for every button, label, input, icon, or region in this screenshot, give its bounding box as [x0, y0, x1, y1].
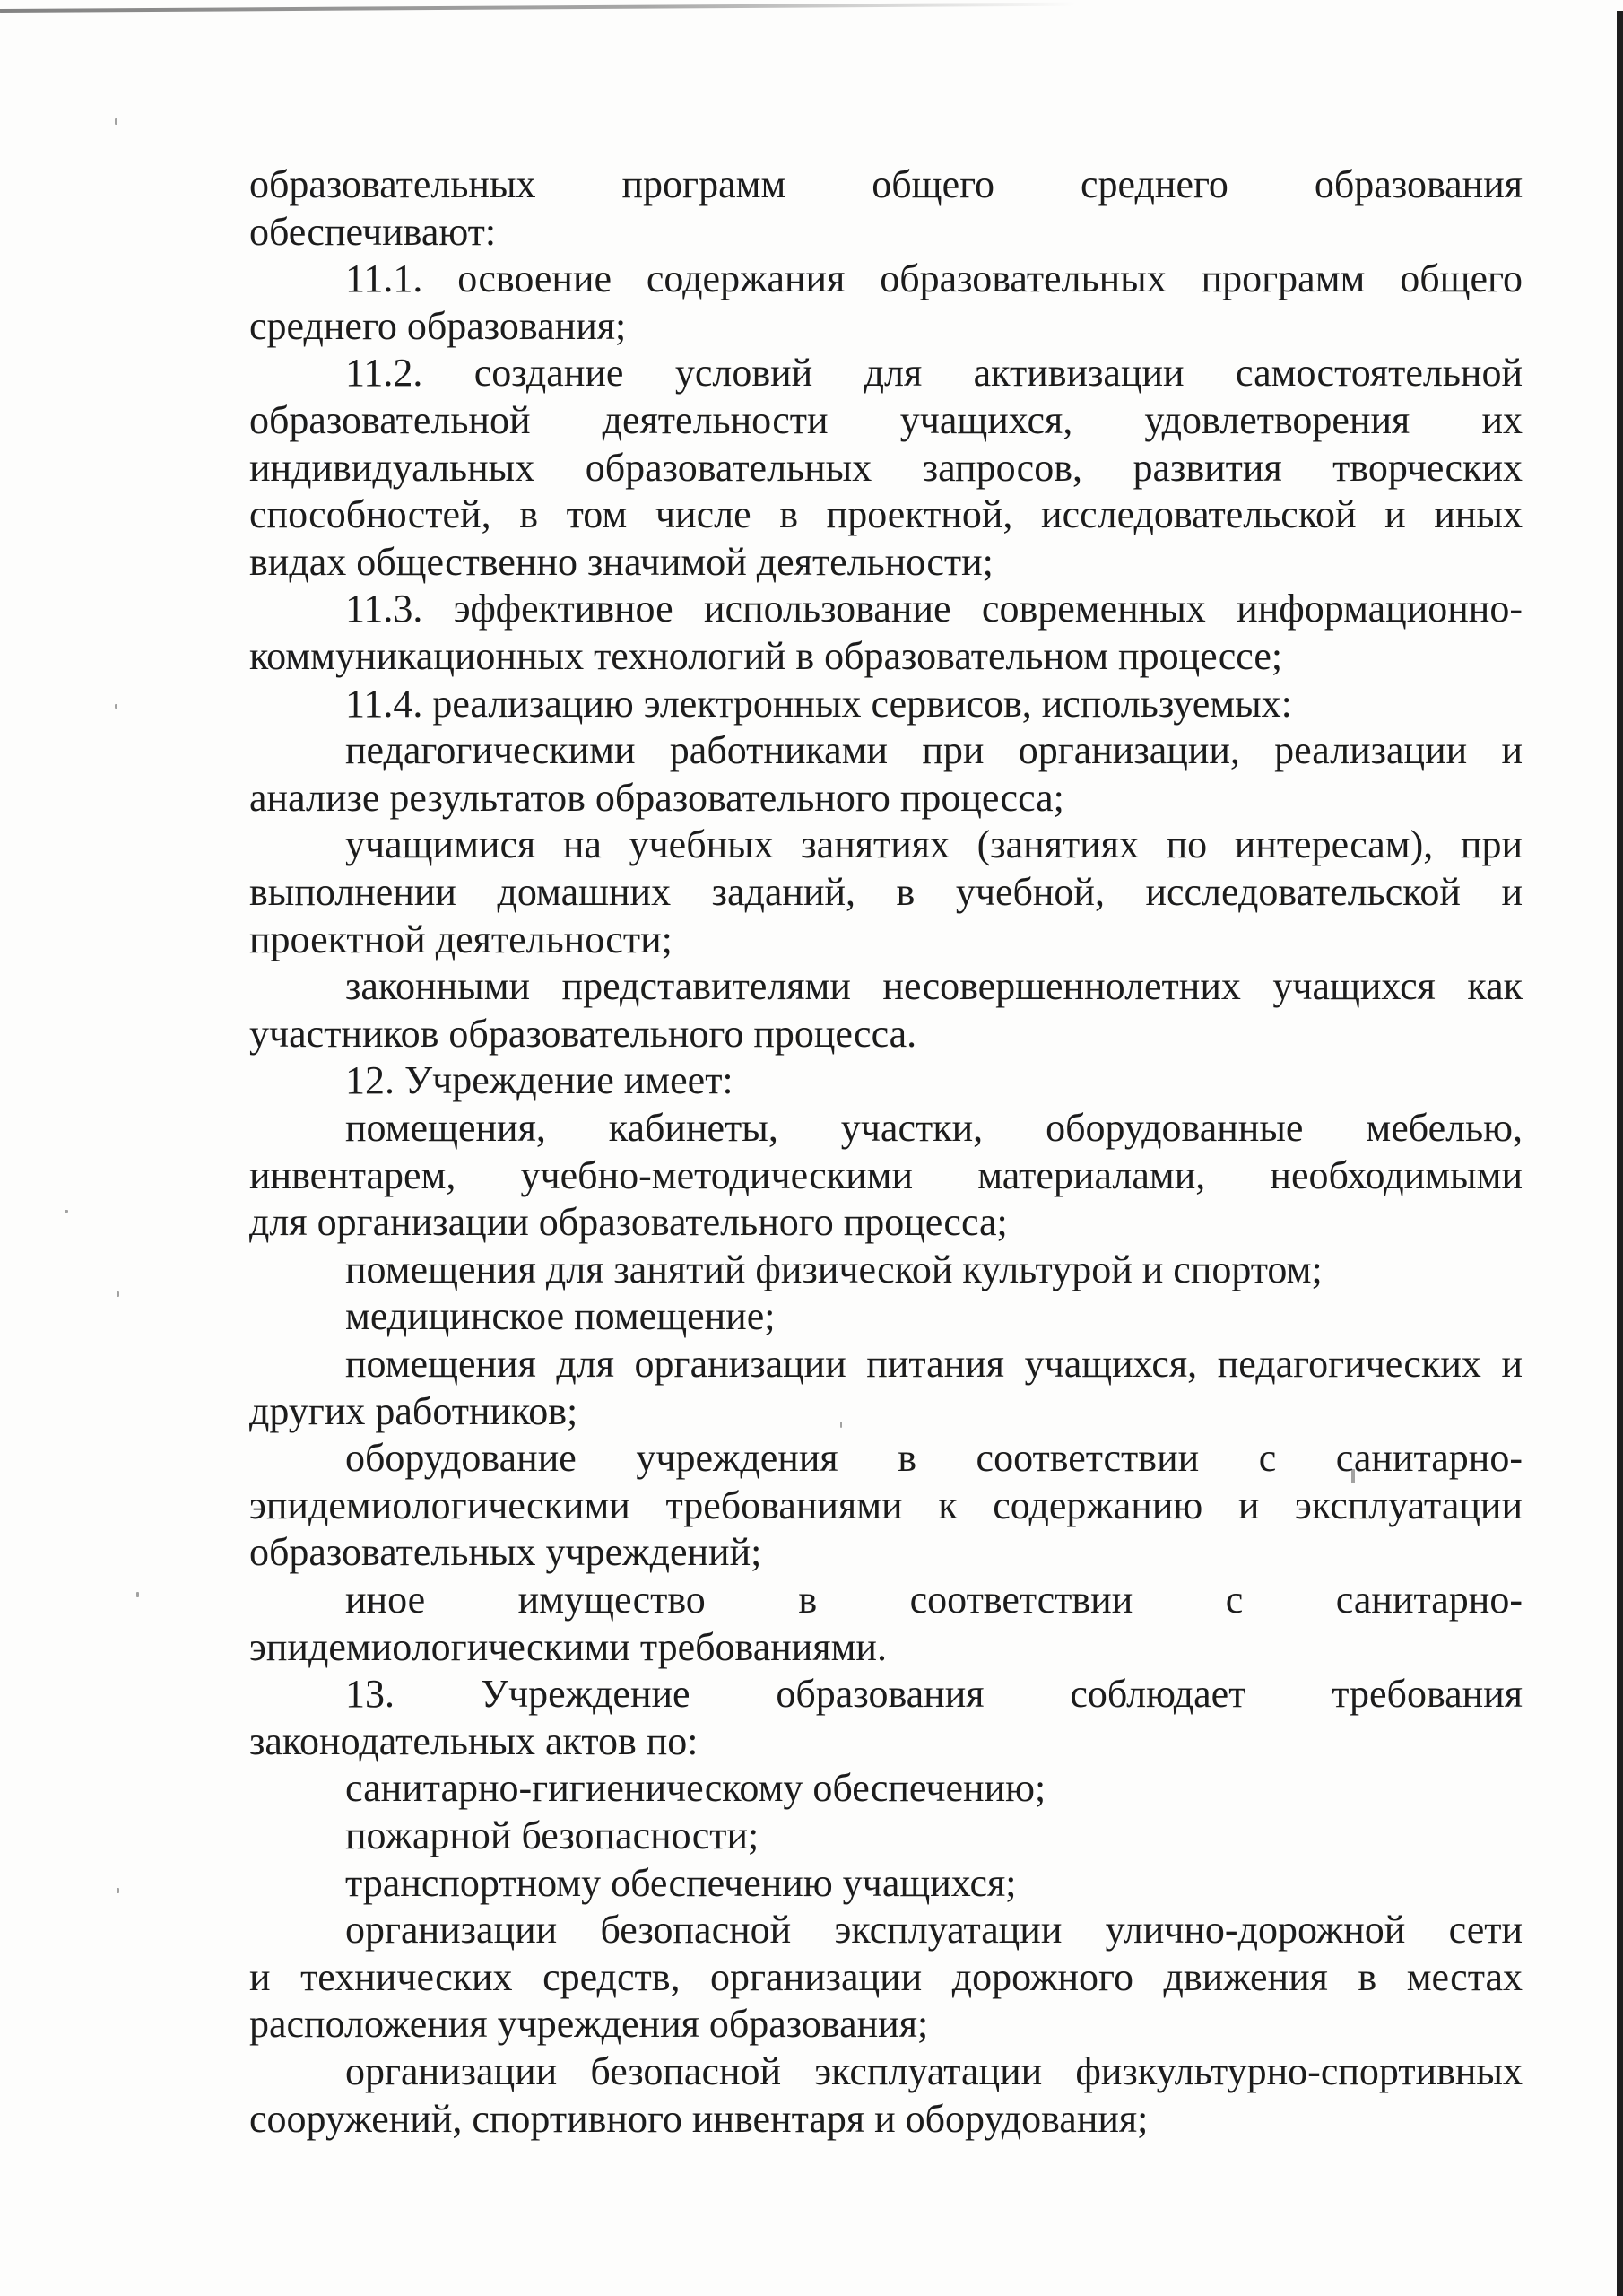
document-line: расположения учреждения образования;	[249, 2002, 929, 2046]
document-line: и технических средств, организации дорожного движения в местах	[249, 1955, 1523, 1999]
scan-speck	[115, 704, 117, 709]
document-line: помещения для занятий физической культурой и спортом;	[345, 1248, 1323, 1292]
scan-speck	[117, 1292, 119, 1297]
document-line: способностей, в том числе в проектной, исследовательской и иных	[249, 492, 1523, 536]
document-line: транспортному обеспечению учащихся;	[345, 1861, 1017, 1905]
document-line: образовательной деятельности учащихся, удовлетворения их	[249, 398, 1523, 442]
document-line: организации безопасной эксплуатации улично-дорожной сети	[345, 1908, 1523, 1952]
document-line: организации безопасной эксплуатации физкультурно-спортивных	[345, 2049, 1523, 2093]
scan-speck	[117, 1888, 119, 1893]
document-line: иное имущество в соответствии с санитарно-	[345, 1578, 1523, 1622]
document-line: видах общественно значимой деятельности;	[249, 540, 994, 584]
document-line: медицинское помещение;	[345, 1294, 776, 1338]
document-line: педагогическими работниками при организации, реализации и	[345, 728, 1523, 772]
document-line: индивидуальных образовательных запросов, развития творческих	[249, 446, 1523, 490]
document-line: других работников;	[249, 1389, 578, 1433]
document-line: пожарной безопасности;	[345, 1813, 759, 1857]
document-line: 11.1. освоение содержания образовательных программ общего	[345, 257, 1523, 300]
document-line: для организации образовательного процесса;	[249, 1200, 1008, 1244]
document-line: инвентарем, учебно-методическими материалами, необходимыми	[249, 1153, 1523, 1197]
document-line: санитарно-гигиеническому обеспечению;	[345, 1766, 1046, 1810]
document-line: оборудование учреждения в соответствии с санитарно-	[345, 1436, 1523, 1480]
document-line: учащимися на учебных занятиях (занятиях по интересам), при	[345, 822, 1523, 866]
scan-speck	[115, 118, 117, 125]
document-line: анализе результатов образовательного процесса;	[249, 776, 1064, 820]
document-line: эпидемиологическими требованиями к содержанию и эксплуатации	[249, 1483, 1523, 1527]
scan-speck	[65, 1210, 68, 1213]
scan-speck	[136, 1592, 139, 1597]
document-line: эпидемиологическими требованиями.	[249, 1625, 887, 1669]
document-line: выполнении домашних заданий, в учебной, исследовательской и	[249, 870, 1523, 914]
document-line: помещения, кабинеты, участки, оборудованные мебелью,	[345, 1106, 1523, 1150]
document-line: 11.3. эффективное использование современных информационно-	[345, 587, 1523, 631]
document-line: образовательных программ общего среднего образования	[249, 162, 1523, 206]
document-line: образовательных учреждений;	[249, 1530, 762, 1574]
scan-edge-top	[0, 3, 1076, 13]
document-line: коммуникационных технологий в образовательном процессе;	[249, 634, 1283, 678]
document-line: сооружений, спортивного инвентаря и оборудования;	[249, 2097, 1149, 2141]
document-line: 13. Учреждение образования соблюдает требования	[345, 1672, 1523, 1716]
scan-edge-right	[1617, 11, 1623, 2296]
document-line: 12. Учреждение имеет:	[345, 1058, 733, 1102]
document-line: 11.2. создание условий для активизации самостоятельной	[345, 351, 1523, 395]
document-line: законными представителями несовершеннолетних учащихся как	[345, 964, 1523, 1008]
document-line: участников образовательного процесса.	[249, 1012, 917, 1056]
document-line: проектной деятельности;	[249, 918, 673, 961]
document-line: помещения для организации питания учащихся, педагогических и	[345, 1342, 1523, 1386]
document-line: среднего образования;	[249, 304, 627, 348]
document-line: 11.4. реализацию электронных сервисов, используемых:	[345, 682, 1292, 726]
document-line: обеспечивают:	[249, 210, 497, 254]
document-line: законодательных актов по:	[249, 1719, 699, 1763]
